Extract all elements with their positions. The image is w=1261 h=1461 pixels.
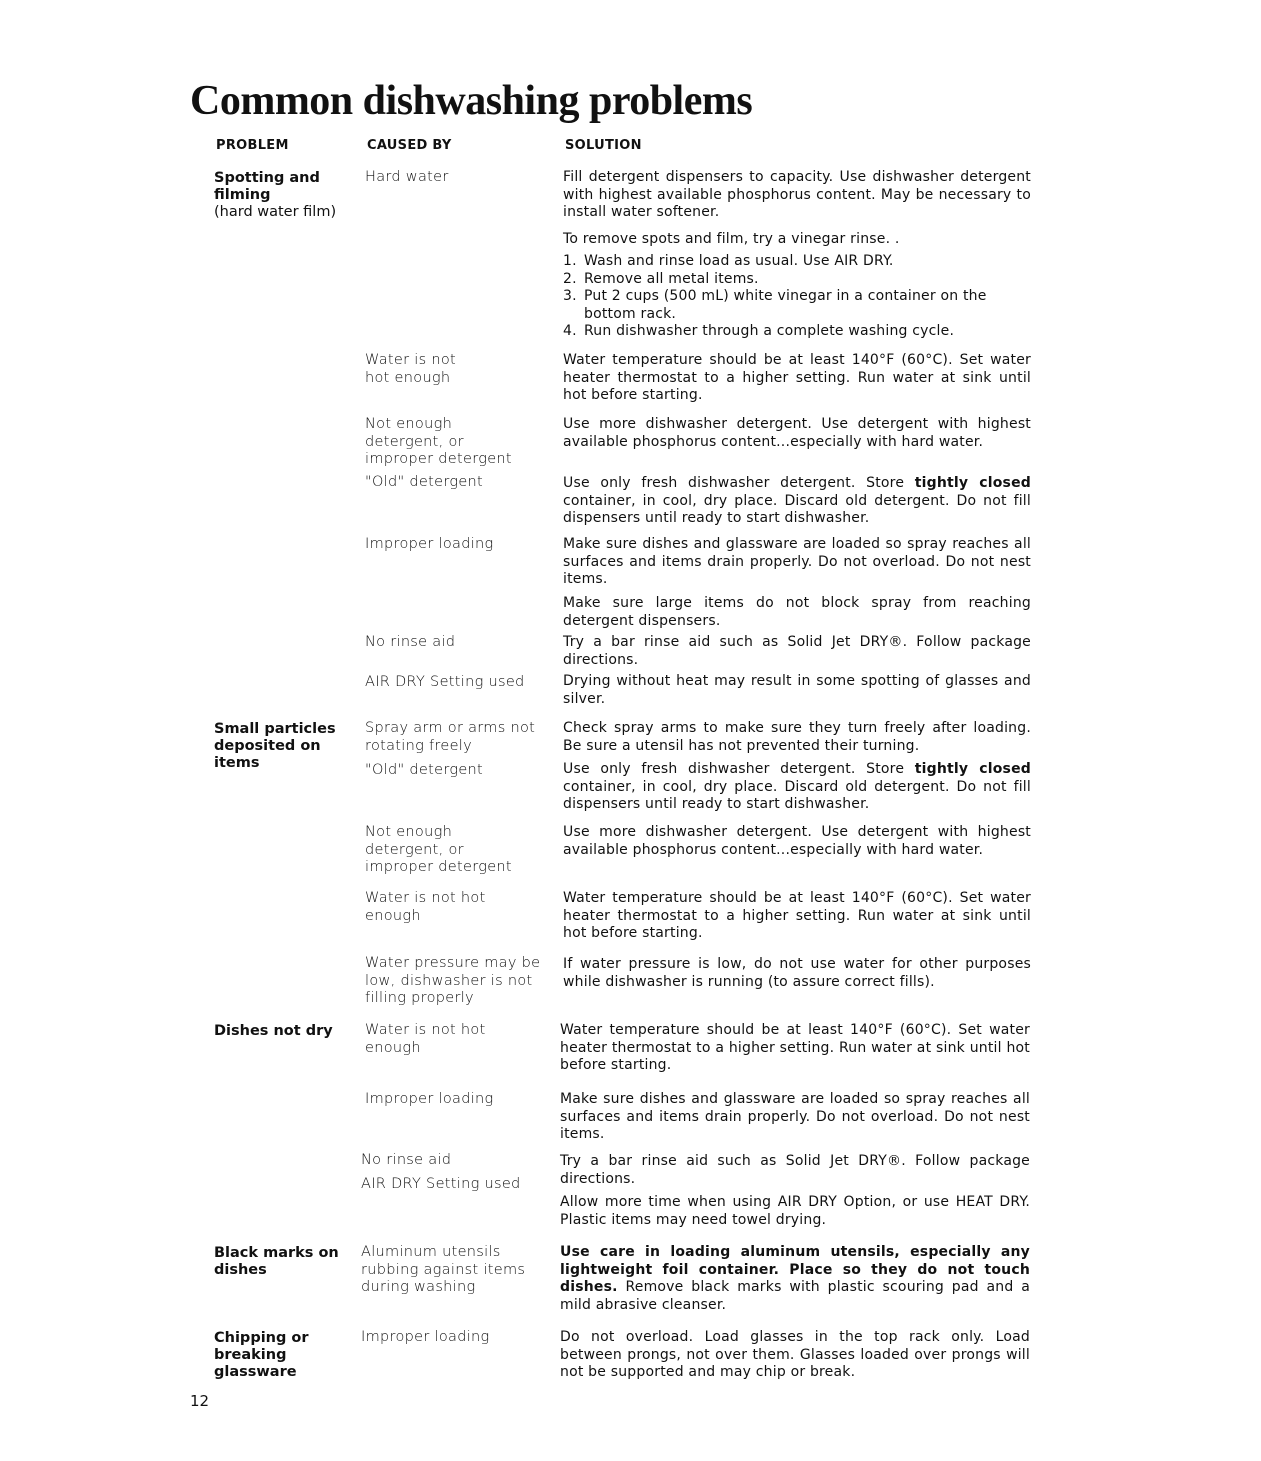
cause-old-detergent: "Old" detergent [365, 762, 484, 778]
cause-water-pressure: Water pressure may be low, dishwasher is not filling properly [365, 955, 541, 1006]
cause-air-dry-setting: AIR DRY Setting used [365, 674, 525, 690]
cause-no-rinse-aid: No rinse aid [365, 634, 456, 650]
solution-text [560, 1244, 1030, 1314]
cause-aluminum-utensils: Aluminum utensils rubbing against items during washing [361, 1244, 526, 1295]
solution-column-header: SOLUTION [565, 138, 642, 153]
cause-hard-water: Hard water [365, 169, 449, 185]
emphasis-text: Use care in loading aluminum utensils, especially any lightweight foil container. Place so they do not touch dishes. [560, 1244, 1030, 1295]
cause-water-not-hot: Water is not hot enough [365, 1022, 486, 1056]
solution-text: Drying without heat may result in some spotting of glasses and silver. [563, 673, 1031, 707]
solution-text: Use more dishwasher detergent. Use detergent with highest available phosphorus content...especially with hard water. [563, 824, 1031, 858]
problem-chipping-glassware: Chipping or breaking glassware [214, 1330, 309, 1380]
solution-text: Use more dishwasher detergent. Use detergent with highest available phosphorus content...especially with hard water. [563, 416, 1031, 450]
solution-text-part: Use only fresh dishwasher detergent. Store [563, 761, 915, 777]
cause-no-rinse-aid: No rinse aid [361, 1152, 452, 1168]
problem-black-marks: Black marks on dishes [214, 1245, 339, 1278]
cause-not-enough-detergent: Not enough detergent, or improper detergent [365, 824, 512, 875]
solution-text: Try a bar rinse aid such as Solid Jet DRY®. Follow package directions. [560, 1153, 1030, 1187]
cause-water-not-hot: Water is not hot enough [365, 890, 486, 924]
step-text: Remove all metal items. [584, 270, 759, 287]
cause-spray-arm: Spray arm or arms not rotating freely [365, 720, 536, 754]
page-title: Common dishwashing problems [190, 78, 753, 124]
solution-text: Try a bar rinse aid such as Solid Jet DRY®. Follow package directions. [563, 634, 1031, 668]
solution-text: Fill detergent dispensers to capacity. Use dishwasher detergent with highest available phosphorus content. May be necessary to install water softener. [563, 169, 1031, 220]
list-item [563, 253, 1031, 271]
solution-text: Make sure dishes and glassware are loaded so spray reaches all surfaces and items drain properly. Do not overload. Do not nest items. [563, 536, 1031, 587]
list-item [563, 323, 1031, 341]
problem-column-header: PROBLEM [216, 138, 289, 153]
emphasis-text: tightly closed [914, 761, 1031, 777]
cause-old-detergent: "Old" detergent [365, 474, 484, 490]
step-text: Wash and rinse load as usual. Use AIR DRY. [584, 253, 894, 269]
solution-text: Make sure large items do not block spray from reaching detergent dispensers. [563, 595, 1031, 629]
problem-subtitle: (hard water film) [214, 204, 337, 220]
problem-dishes-not-dry: Dishes not dry [214, 1023, 333, 1039]
step-text: Run dishwasher through a complete washing cycle. [584, 323, 955, 339]
page-number: 12 [190, 1392, 210, 1410]
step-number: 4. [563, 323, 577, 339]
cause-air-dry-setting: AIR DRY Setting used [361, 1176, 521, 1192]
solution-text: Make sure dishes and glassware are loaded so spray reaches all surfaces and items drain properly. Do not overload. Do not nest items. [560, 1091, 1030, 1142]
solution-text-part: container, in cool, dry place. Discard old detergent. Do not fill dispensers until ready to start dishwasher. [563, 778, 1031, 812]
problem-spotting-filming [214, 170, 339, 221]
solution-text-part: Remove black marks with plastic scouring pad and a mild abrasive cleanser. [560, 1279, 1030, 1313]
list-item [563, 271, 1031, 289]
cause-water-not-hot: Water is not hot enough [365, 352, 457, 386]
step-number: 2. [563, 270, 577, 287]
problem-title: Spotting and filming [214, 170, 320, 203]
solution-text: Water temperature should be at least 140°F (60°C). Set water heater thermostat to a higher setting. Run water at sink until hot before starting. [560, 1022, 1030, 1073]
step-number: 3. [563, 288, 577, 304]
cause-not-enough-detergent: Not enough detergent, or improper detergent [365, 416, 512, 467]
solution-text: Water temperature should be at least 140°F (60°C). Set water heater thermostat to a higher setting. Run water at sink until hot before starting. [563, 890, 1031, 941]
cause-improper-loading: Improper loading [365, 536, 494, 552]
emphasis-text: tightly closed [914, 475, 1031, 491]
cause-improper-loading: Improper loading [365, 1091, 494, 1107]
solution-text [563, 475, 1031, 528]
solution-text: Check spray arms to make sure they turn freely after loading. Be sure a utensil has not prevented their turning. [563, 720, 1031, 754]
caused-by-column-header: CAUSED BY [367, 138, 452, 153]
cause-improper-loading: Improper loading [361, 1329, 490, 1345]
problem-small-particles: Small particles deposited on items [214, 721, 336, 771]
solution-steps-list [563, 253, 1031, 341]
solution-text-part: container, in cool, dry place. Discard old detergent. Do not fill dispensers until ready to start dishwasher. [563, 492, 1031, 526]
step-text: Put 2 cups (500 mL) white vinegar in a container on the bottom rack. [584, 288, 987, 322]
solution-text: To remove spots and film, try a vinegar rinse. . [563, 231, 900, 247]
solution-text: If water pressure is low, do not use water for other purposes while dishwasher is running (to assure correct fills). [563, 956, 1031, 990]
solution-text [563, 761, 1031, 814]
solution-text: Allow more time when using AIR DRY Option, or use HEAT DRY. Plastic items may need towel drying. [560, 1194, 1030, 1228]
solution-text: Do not overload. Load glasses in the top rack only. Load between prongs, not over them. Glasses loaded over prongs will not be supported and may chip or break. [560, 1329, 1030, 1380]
list-item [563, 288, 1031, 323]
step-number: 1. [563, 253, 577, 269]
solution-text-part: Use only fresh dishwasher detergent. Store [563, 475, 915, 491]
solution-text: Water temperature should be at least 140°F (60°C). Set water heater thermostat to a higher setting. Run water at sink until hot before starting. [563, 352, 1031, 403]
